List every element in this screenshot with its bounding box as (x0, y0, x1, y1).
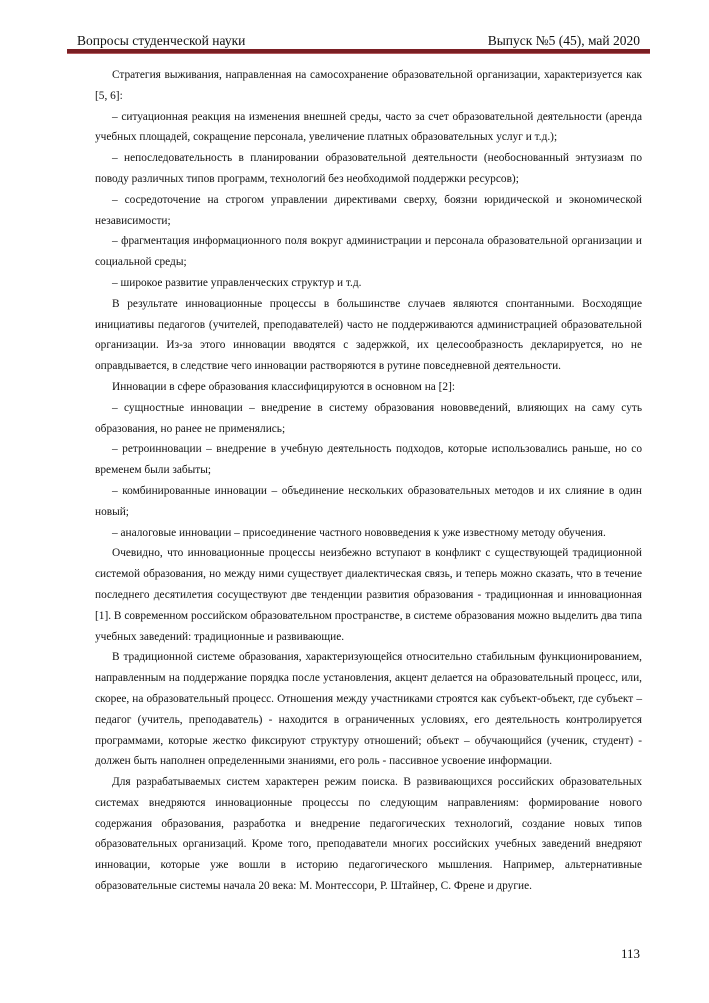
page-number: 113 (620, 946, 640, 961)
journal-title: Вопросы студенческой науки (77, 33, 246, 48)
list-item: – комбинированные инновации – объединение нескольких образовательных методов и их слияние в один новый; (95, 484, 642, 518)
article-body (95, 65, 642, 897)
list-item: – фрагментация информационного поля вокруг администрации и персонала образовательной организации и социальной среды; (95, 235, 642, 269)
paragraph: Инновации в сфере образования классифицируются в основном на [2]: (112, 380, 456, 393)
paragraph: В традиционной системе образования, характеризующейся относительно стабильным функционированием, направленным на поддержание порядка после установления, акцент делается на образовательный процесс, или, скорее, на образовательный процесс. Отношения между участниками строятся как субъект-объект, где субъект – педагог (учитель, преподаватель) - находится в ограниченных условиях, его деятельность контролируется программами, которые жестко фиксируют структуру отношений; объект – обучающийся (ученик, студент) - должен быть наполнен определенными знаниями, его роль - пассивное усвоение информации. (95, 651, 642, 768)
list-item: – сущностные инновации – внедрение в систему образования нововведений, влияющих на саму суть образования, но ранее не применялись; (95, 401, 642, 435)
list-item: – аналоговые инновации – присоединение частного нововведения к уже известному методу обучения. (112, 526, 606, 539)
paragraph: В результате инновационные процессы в большинстве случаев являются спонтанными. Восходящие инициативы педагогов (учителей, преподавателей) часто не поддерживаются администрацией образовательной организации. Из-за этого инновации вводятся с задержкой, их целесообразность декларируется, но не оправдывается, в следствие чего инновации растворяются в рутине повседневной деятельности. (95, 297, 642, 373)
list-item: – непоследовательность в планировании образовательной деятельности (необоснованный энтузиазм по поводу различных типов программ, технологий без необходимой поддержки ресурсов); (95, 152, 642, 185)
list-item: – ситуационная реакция на изменения внешней среды, часто за счет образовательной деятельности (аренда учебных площадей, сокращение персонала, увеличение платных образовательных услуг и т.д.); (95, 110, 642, 144)
paragraph: Для разрабатываемых систем характерен режим поиска. В развивающихся российских образовательных системах внедряются инновационные процессы по следующим направлениям: формирование нового содержания образования, разработка и внедрение педагогических технологий, создание новых типов образовательных организаций. Кроме того, преподаватели многих российских учебных заведений внедряют инновации, которые уже вошли в историю педагогического мышления. Например, альтернативные образовательные системы начала 20 века: М. Монтессори, Р. Штайнер, С. Френе и другие. (95, 776, 642, 893)
paragraph: Очевидно, что инновационные процессы неизбежно вступают в конфликт с существующей традиционной системой образования, но между ними существует диалектическая связь, и теперь можно сказать, что в течение последнего десятилетия сосуществуют две тенденции развития образования - традиционная и инновационная [1]. В современном российском образовательном пространстве, в системе образования можно выделить два типа учебных заведений: традиционные и развивающие. (95, 547, 642, 643)
page-header (67, 32, 650, 56)
list-item: – широкое развитие управленческих структур и т.д. (112, 276, 362, 289)
list-item: – сосредоточение на строгом управлении директивами сверху, боязни юридической и экономической независимости; (95, 193, 642, 227)
list-item: – ретроинновации – внедрение в учебную деятельность подходов, которые использовались раньше, но со временем были забыты; (95, 443, 642, 477)
issue-info: Выпуск №5 (45), май 2020 (487, 33, 640, 48)
paragraph: Стратегия выживания, направленная на самосохранение образовательной организации, характеризуется как [5, 6]: (95, 69, 642, 102)
